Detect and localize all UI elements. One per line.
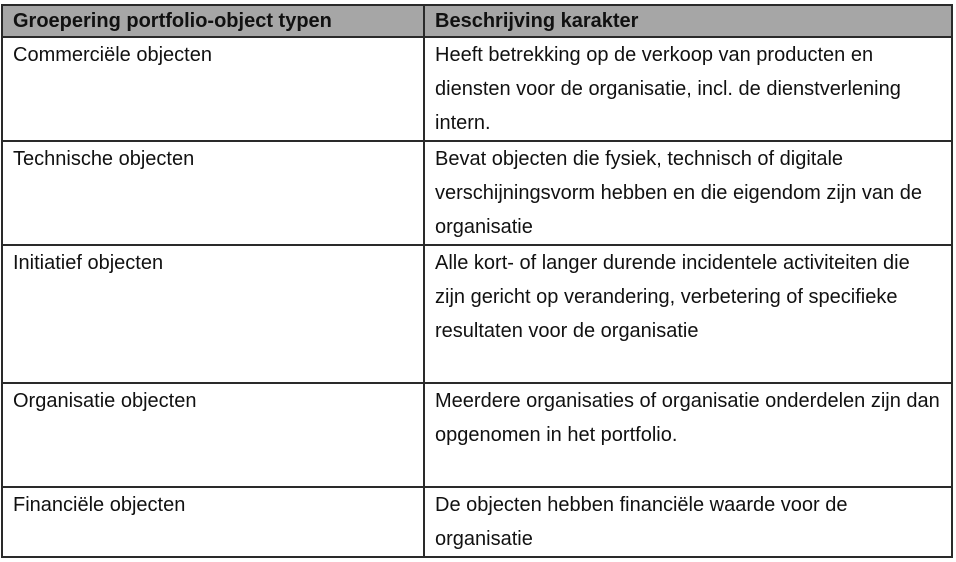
type-cell: Commerciële objecten <box>2 37 424 141</box>
table-row <box>2 245 952 383</box>
type-cell: Organisatie objecten <box>2 383 424 487</box>
header-groepering: Groepering portfolio-object typen <box>2 5 424 37</box>
table-row <box>2 487 952 557</box>
portfolio-object-types-table <box>1 4 953 558</box>
description-cell: Heeft betrekking op de verkoop van producten en diensten voor de organisatie, incl. de dienstverlening intern. <box>424 37 952 141</box>
description-cell: Meerdere organisaties of organisatie onderdelen zijn dan opgenomen in het portfolio. <box>424 383 952 487</box>
table-row <box>2 37 952 141</box>
table-row <box>2 383 952 487</box>
table-header-row <box>2 5 952 37</box>
table-row <box>2 141 952 245</box>
type-cell: Financiële objecten <box>2 487 424 557</box>
type-cell: Technische objecten <box>2 141 424 245</box>
description-cell: Alle kort- of langer durende incidentele activiteiten die zijn gericht op verandering, verbetering of specifieke resultaten voor de organisatie <box>424 245 952 383</box>
type-cell: Initiatief objecten <box>2 245 424 383</box>
description-cell: De objecten hebben financiële waarde voor de organisatie <box>424 487 952 557</box>
description-cell: Bevat objecten die fysiek, technisch of digitale verschijningsvorm hebben en die eigendom zijn van de organisatie <box>424 141 952 245</box>
header-beschrijving: Beschrijving karakter <box>424 5 952 37</box>
